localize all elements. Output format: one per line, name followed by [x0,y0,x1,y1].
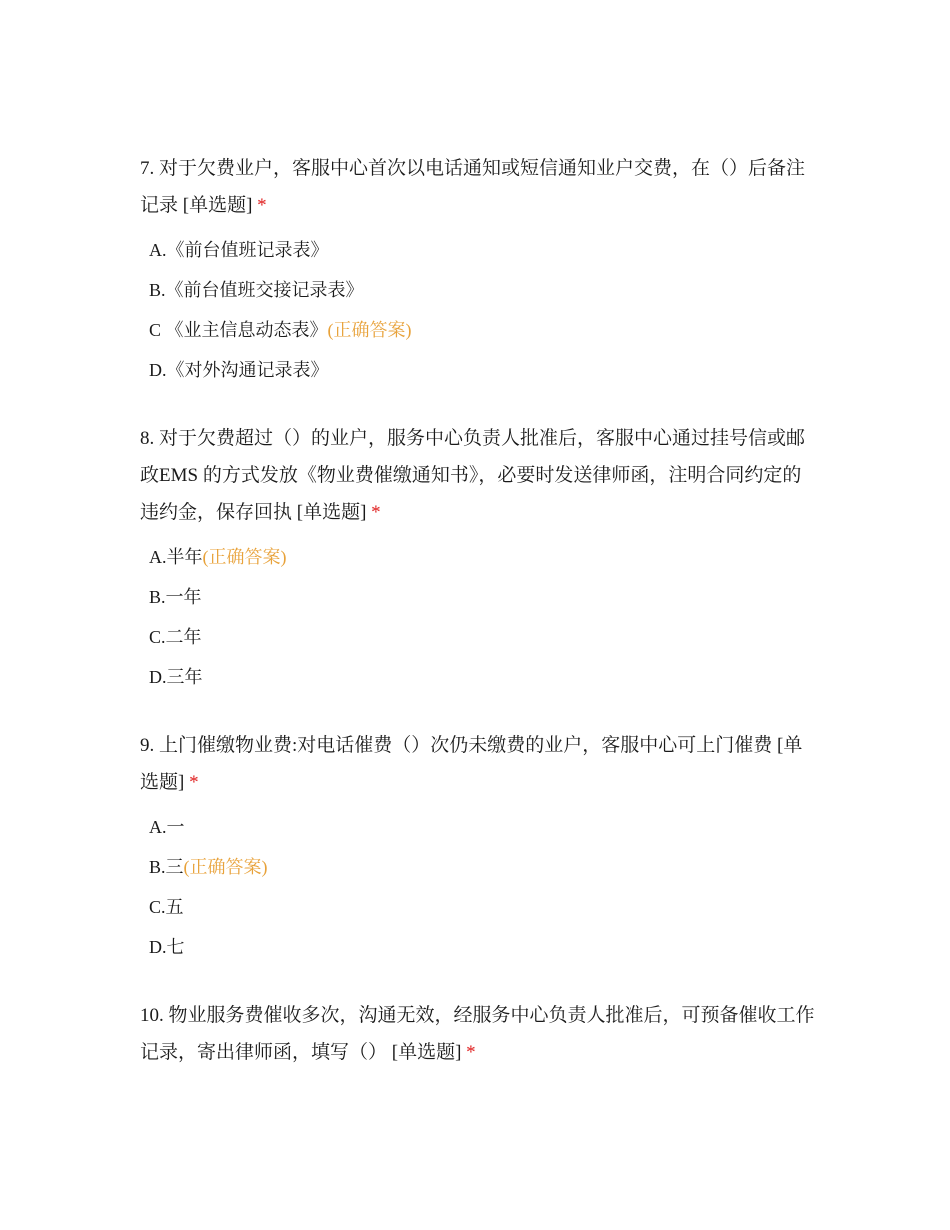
question-10 [140,997,820,1071]
option-d[interactable]: D.三年 [149,667,203,687]
question-title: 8. 对于欠费超过（）的业户，服务中心负责人批准后，客服中心通过挂号信或邮政EMS 的方式发放《物业费催缴通知书》，必要时发送律师函，注明合同约定的违约金，保存回执 [单选题] * [140,428,806,523]
option-b[interactable]: B.三(正确答案) [149,857,268,877]
option-list [149,537,820,697]
correct-answer-tag: (正确答案) [327,320,412,340]
question-9 [140,727,820,967]
correct-answer-tag: (正确答案) [202,547,287,567]
required-marker: * [466,1042,476,1063]
option-b[interactable]: B.《前台值班交接记录表》 [149,280,364,300]
option-a[interactable]: A.《前台值班记录表》 [149,240,329,260]
required-marker: * [189,772,199,793]
question-8 [140,420,820,697]
question-document [140,150,820,1071]
option-a[interactable]: A.一 [149,817,185,837]
required-marker: * [257,195,267,216]
required-marker: * [371,502,381,523]
question-title: 10. 物业服务费催收多次，沟通无效，经服务中心负责人批准后，可预备催收工作记录，寄出律师函，填写（） [单选题] * [140,1005,815,1063]
option-c[interactable]: C.五 [149,897,184,917]
option-c[interactable]: C 《业主信息动态表》(正确答案) [149,320,412,340]
question-title: 7. 对于欠费业户，客服中心首次以电话通知或短信通知业户交费，在（）后备注记录 [单选题] * [140,158,806,216]
option-b[interactable]: B.一年 [149,587,202,607]
question-7 [140,150,820,390]
option-a[interactable]: A.半年(正确答案) [149,547,287,567]
correct-answer-tag: (正确答案) [183,857,268,877]
option-list [149,807,820,967]
option-list [149,230,820,390]
option-d[interactable]: D.七 [149,937,185,957]
option-c[interactable]: C.二年 [149,627,202,647]
option-d[interactable]: D.《对外沟通记录表》 [149,360,329,380]
question-title: 9. 上门催缴物业费:对电话催费（）次仍未缴费的业户，客服中心可上门催费 [单选题] * [140,735,803,793]
